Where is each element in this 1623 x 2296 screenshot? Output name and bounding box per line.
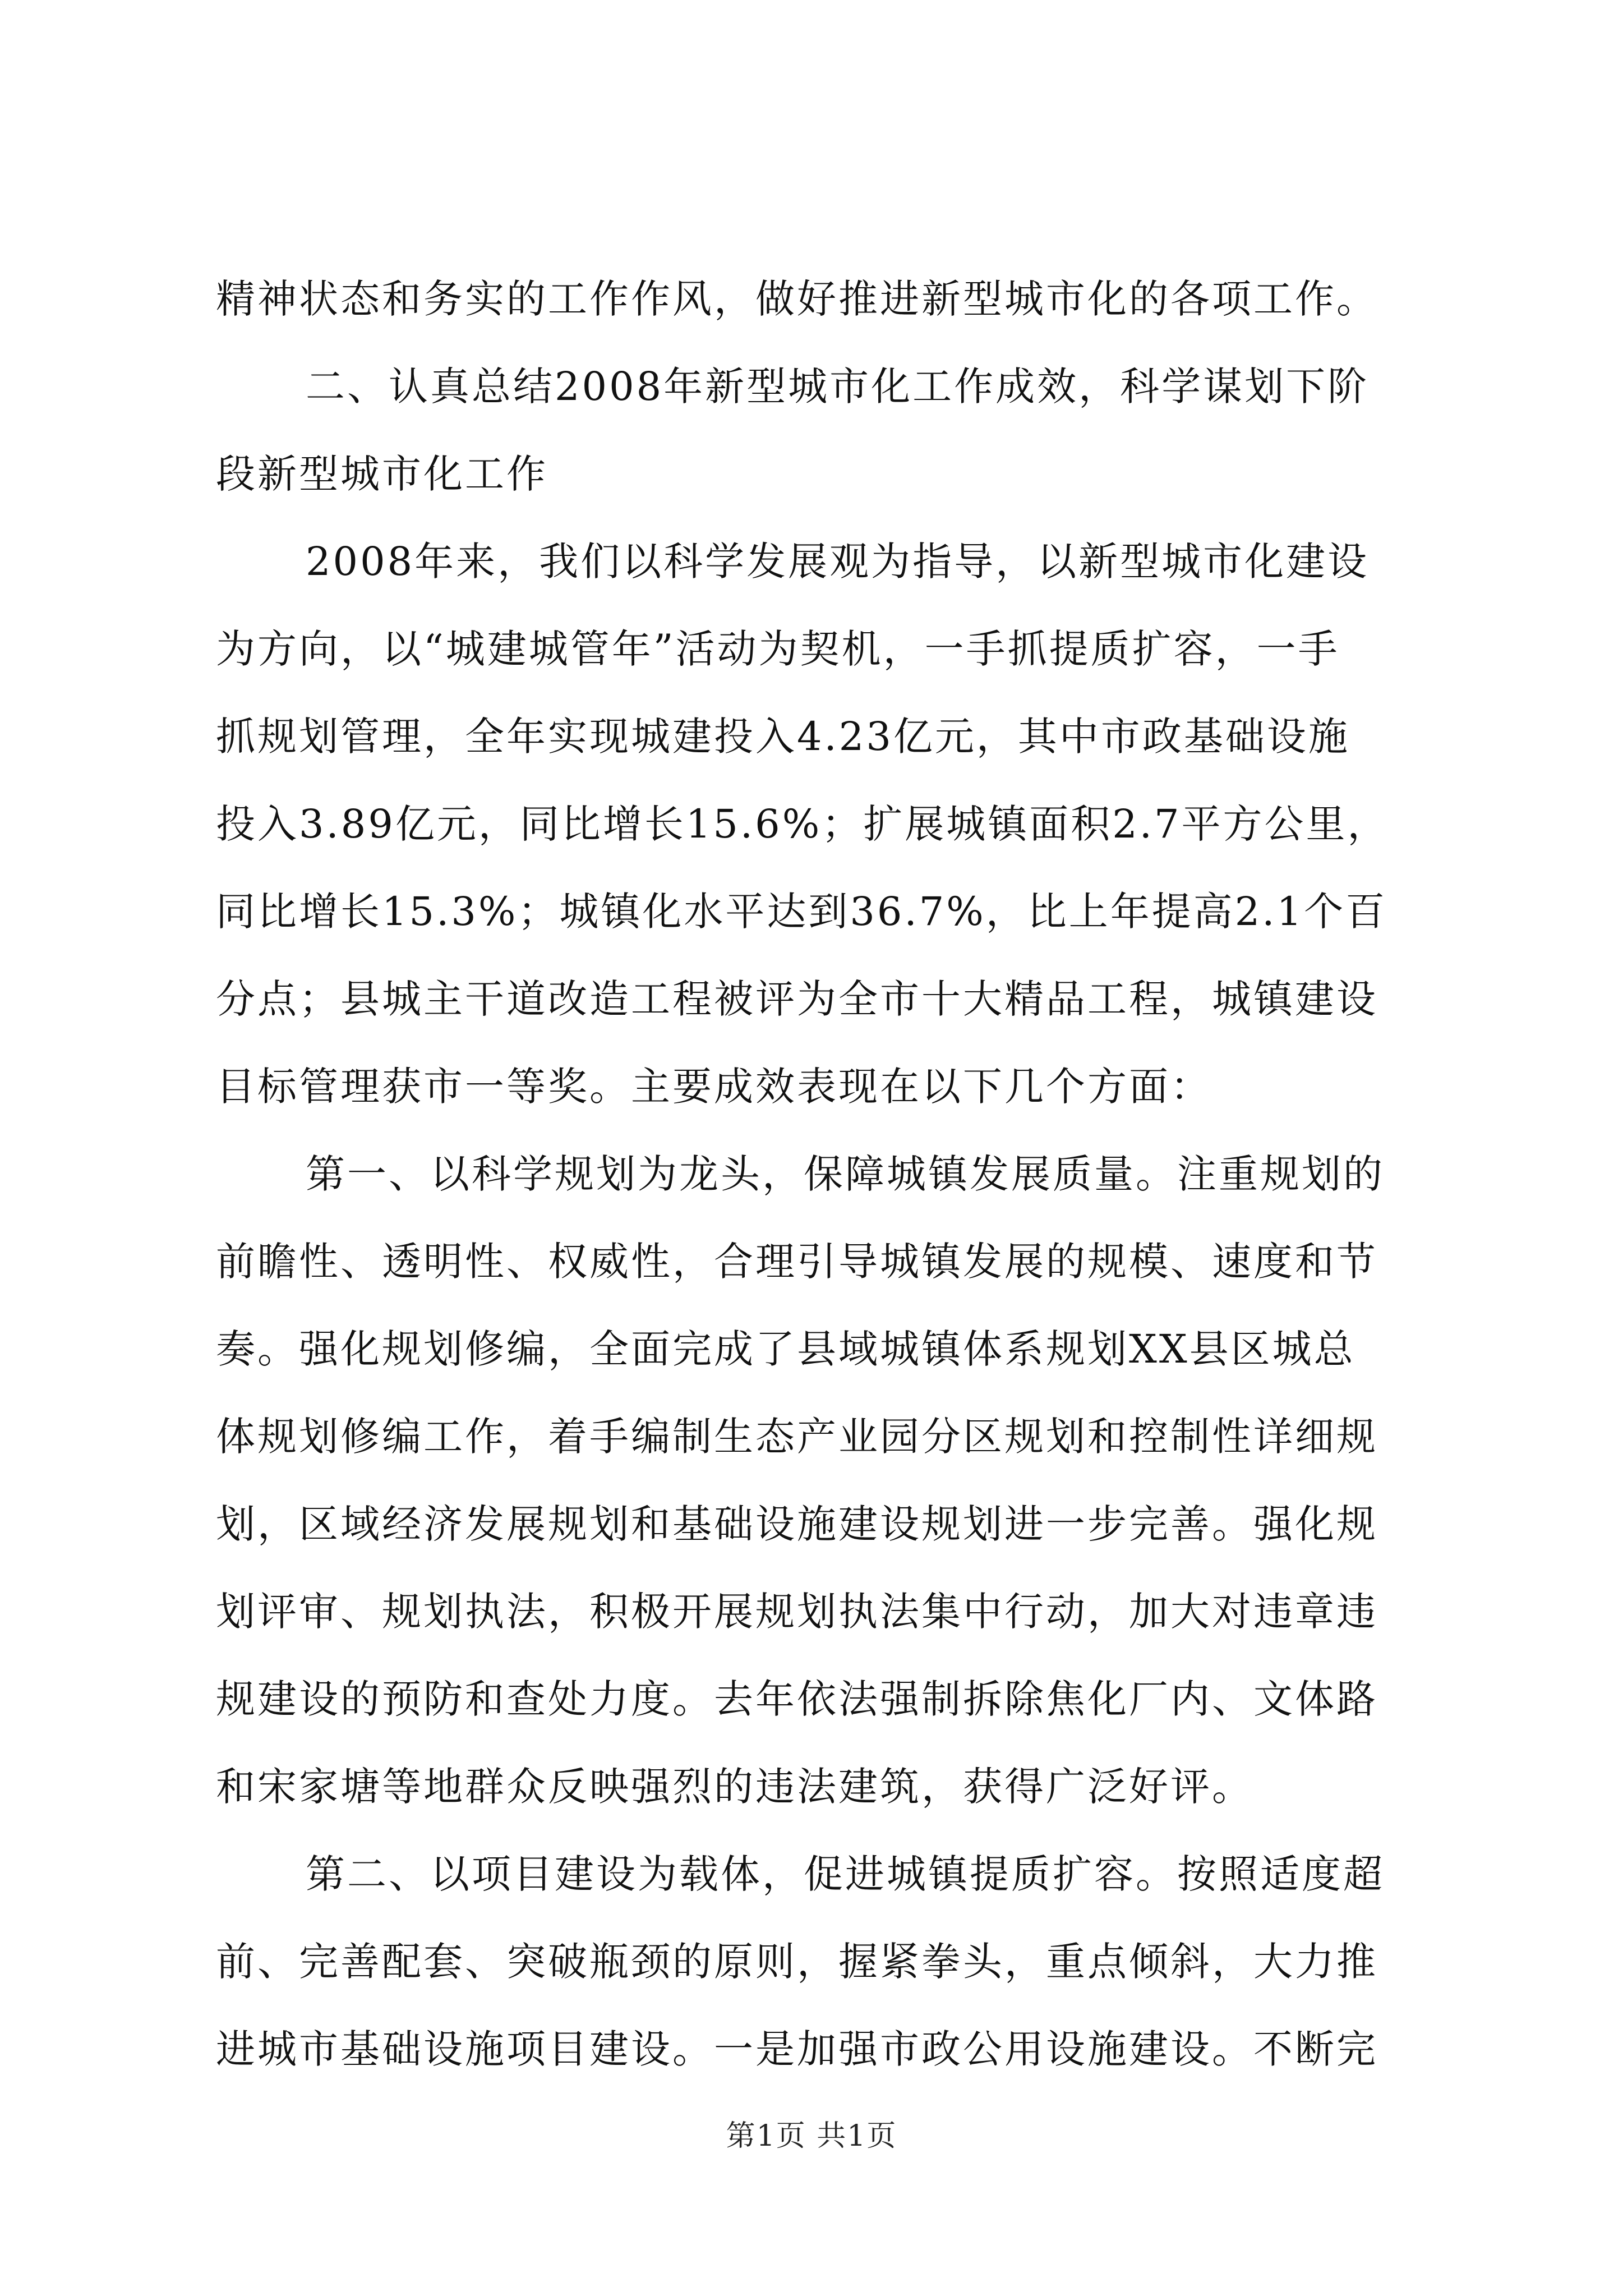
text-line: 第二、以项目建设为载体，促进城镇提质扩容。按照适度超 xyxy=(306,1851,1385,1897)
text-line: 2008年来，我们以科学发展观为指导，以新型城市化建设 xyxy=(306,539,1370,585)
text-line: 体规划修编工作，着手编制生态产业园分区规划和控制性详细规 xyxy=(216,1414,1378,1460)
text-line: 前瞻性、透明性、权威性，合理引导城镇发展的规模、速度和节 xyxy=(216,1239,1378,1285)
text-line: 投入3.89亿元，同比增长15.6%；扩展城镇面积2.7平方公里， xyxy=(216,801,1389,847)
text-line: 二、认真总结2008年新型城市化工作成效，科学谋划下阶 xyxy=(306,364,1370,409)
text-line: 划评审、规划执法，积极开展规划执法集中行动，加大对违章违 xyxy=(216,1589,1378,1635)
text-line: 段新型城市化工作 xyxy=(216,451,548,497)
text-line: 规建设的预防和查处力度。去年依法强制拆除焦化厂内、文体路 xyxy=(216,1676,1378,1722)
text-line: 目标管理获市一等奖。主要成效表现在以下几个方面： xyxy=(216,1064,1212,1110)
text-line: 前、完善配套、突破瓶颈的原则，握紧拳头，重点倾斜，大力推 xyxy=(216,1939,1378,1985)
text-line: 第一、以科学规划为龙头，保障城镇发展质量。注重规划的 xyxy=(306,1151,1385,1197)
text-line: 划，区域经济发展规划和基础设施建设规划进一步完善。强化规 xyxy=(216,1501,1378,1547)
document-body xyxy=(216,255,1416,2093)
text-line: 同比增长15.3%；城镇化水平达到36.7%，比上年提高2.1个百 xyxy=(216,889,1387,935)
page-footer: 第1页 共1页 xyxy=(726,2119,897,2153)
text-line: 精神状态和务实的工作作风，做好推进新型城市化的各项工作。 xyxy=(216,276,1378,322)
text-line: 抓规划管理，全年实现城建投入4.23亿元，其中市政基础设施 xyxy=(216,714,1350,760)
text-line: 为方向，以“城建城管年”活动为契机，一手抓提质扩容，一手 xyxy=(216,626,1340,672)
text-line: 分点；县城主干道改造工程被评为全市十大精品工程，城镇建设 xyxy=(216,976,1378,1022)
text-line: 奏。强化规划修编，全面完成了县域城镇体系规划XX县区城总 xyxy=(216,1326,1355,1372)
text-line: 进城市基础设施项目建设。一是加强市政公用设施建设。不断完 xyxy=(216,2026,1378,2072)
text-line: 和宋家塘等地群众反映强烈的违法建筑，获得广泛好评。 xyxy=(216,1764,1253,1810)
